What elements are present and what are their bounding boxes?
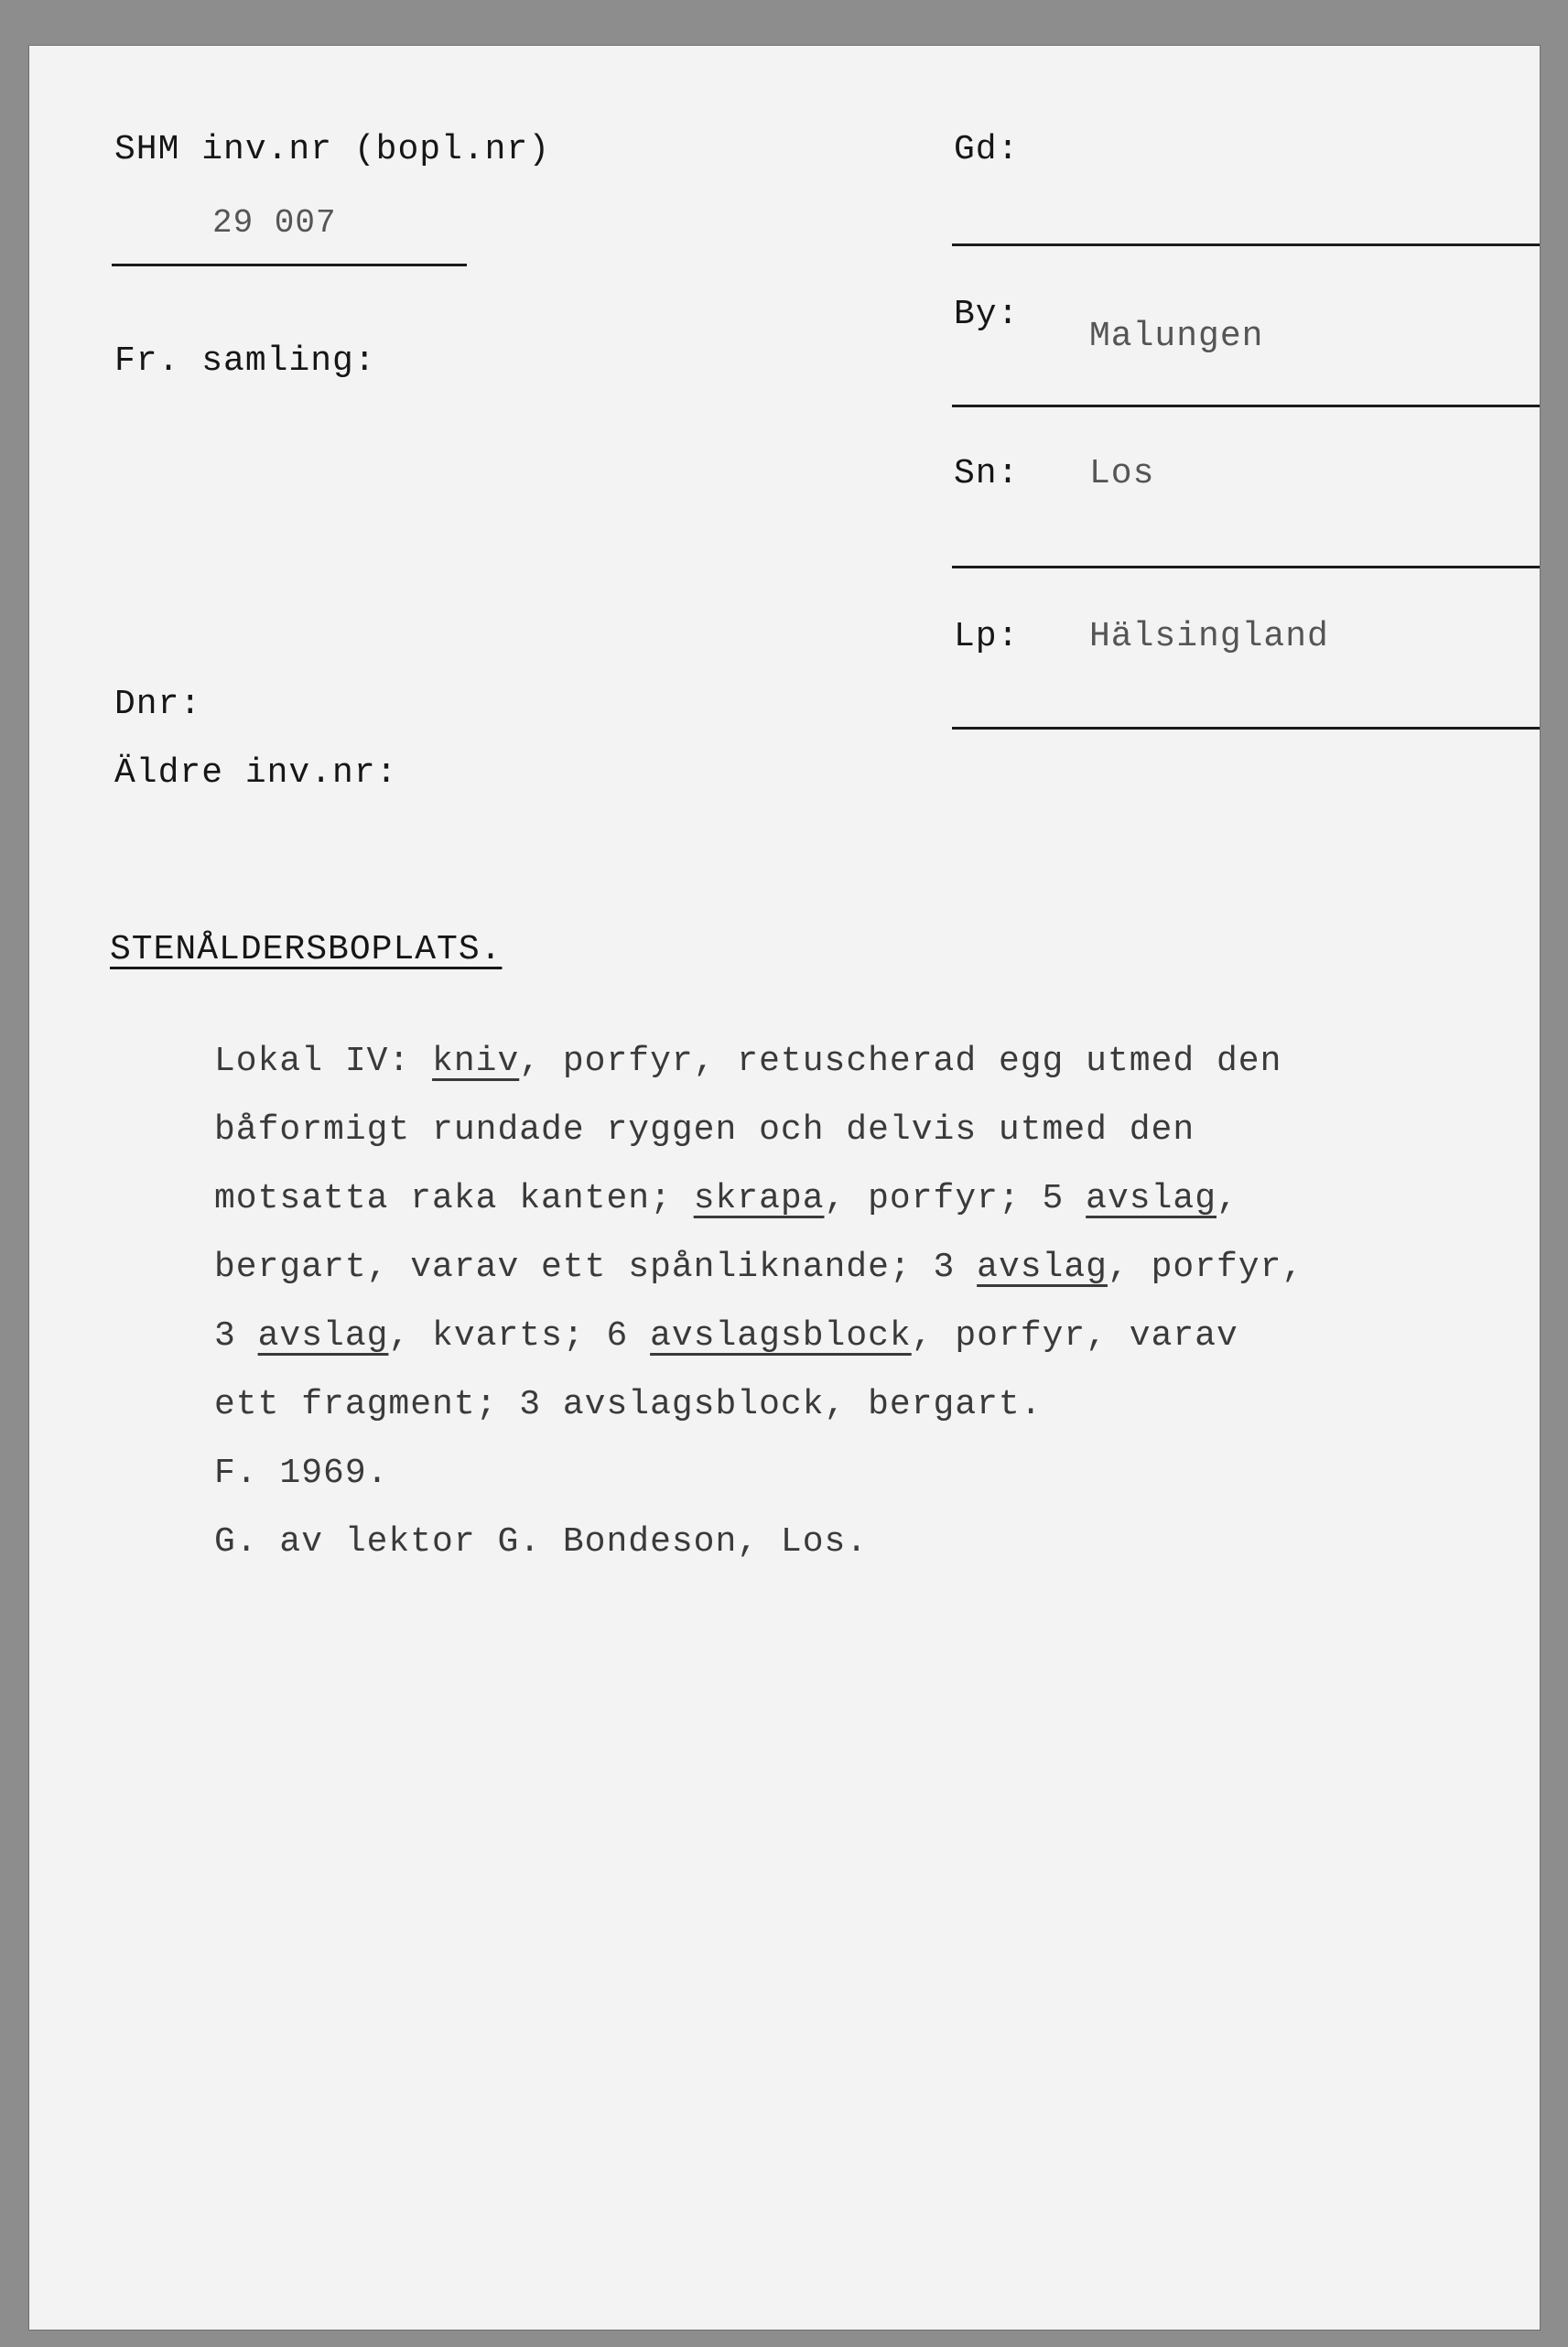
- inventory-number-value: 29 007: [212, 204, 337, 242]
- description: [214, 1027, 1514, 1576]
- description-line: 3 avslag, kvarts; 6 avslagsblock, porfyr, varav: [214, 1316, 1238, 1356]
- older-inventory-number-label: Äldre inv.nr:: [114, 753, 398, 793]
- find-year-line: F. 1969.: [214, 1454, 389, 1493]
- samling-label: Fr. samling:: [114, 341, 376, 381]
- section-title: STENÅLDERSBOPLATS.: [110, 930, 503, 969]
- gard-rule: [952, 243, 1540, 246]
- gard-label: Gd:: [954, 130, 1020, 169]
- by-rule: [952, 405, 1540, 407]
- description-line: bergart, varav ett spånliknande; 3 avslag, porfyr,: [214, 1248, 1304, 1287]
- by-value: Malungen: [1089, 317, 1264, 356]
- donor-line: G. av lektor G. Bondeson, Los.: [214, 1522, 869, 1562]
- landskap-value: Hälsingland: [1089, 617, 1329, 656]
- socken-value: Los: [1089, 454, 1155, 493]
- underlined-term: avslag: [1086, 1179, 1217, 1218]
- description-line: ett fragment; 3 avslagsblock, bergart.: [214, 1385, 1043, 1424]
- underlined-term: avslag: [977, 1248, 1108, 1287]
- description-line: båformigt rundade ryggen och delvis utmed den: [214, 1110, 1195, 1150]
- landskap-label: Lp:: [954, 617, 1020, 656]
- socken-rule: [952, 566, 1540, 568]
- socken-label: Sn:: [954, 454, 1020, 493]
- catalog-card: [29, 46, 1540, 2330]
- underlined-term: avslag: [257, 1316, 389, 1356]
- underlined-term: avslagsblock: [650, 1316, 912, 1356]
- description-line: Lokal IV: kniv, porfyr, retuscherad egg utmed den: [214, 1042, 1282, 1081]
- inventory-number-label: SHM inv.nr (bopl.nr): [114, 130, 551, 169]
- by-label: By:: [954, 295, 1020, 334]
- landskap-rule: [952, 727, 1540, 730]
- description-line: motsatta raka kanten; skrapa, porfyr; 5 avslag,: [214, 1179, 1238, 1218]
- dnr-label: Dnr:: [114, 685, 202, 724]
- underlined-term: kniv: [432, 1042, 520, 1081]
- inventory-number-rule: [112, 264, 467, 266]
- underlined-term: skrapa: [693, 1179, 825, 1218]
